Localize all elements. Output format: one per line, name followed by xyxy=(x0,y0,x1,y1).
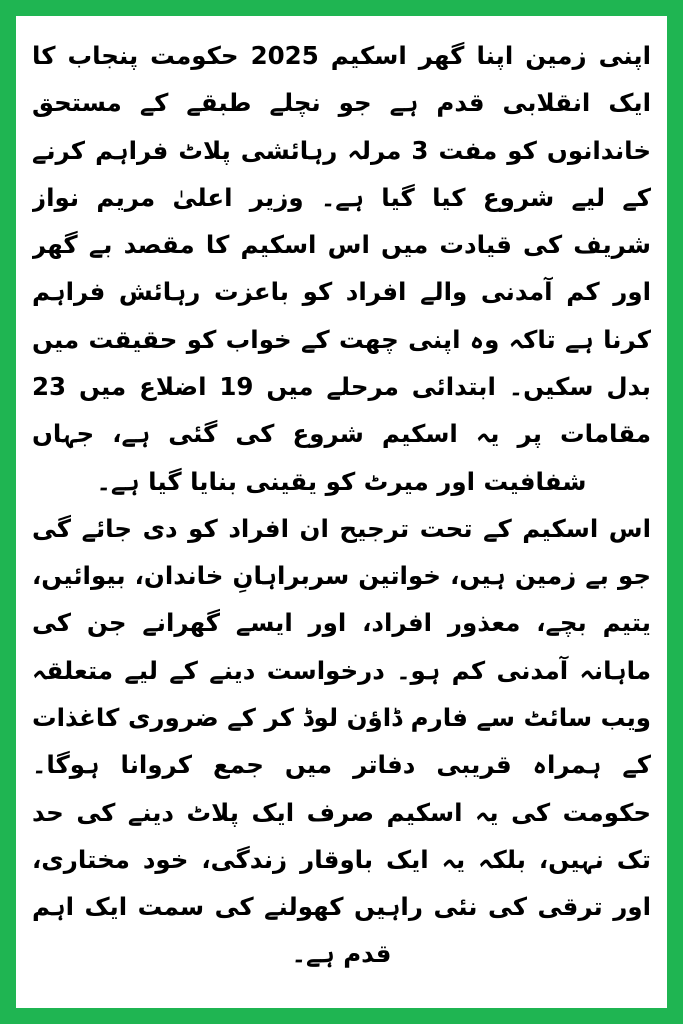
article-paragraph-2: اس اسکیم کے تحت ترجیح ان افراد کو دی جائے گی جو بے زمین ہیں، خواتین سربراہانِ خاندان، بیوائیں، یتیم بچے، معذور افراد، اور ایسے گھرانے جن کی ماہانہ آمدنی کم ہو۔ درخواست دینے کے لیے متعلقہ ویب سائٹ سے فارم ڈاؤن لوڈ کر کے ضروری کاغذات کے ہمراہ قریبی دفاتر میں جمع کروانا ہوگا۔ حکومت کی یہ اسکیم صرف ایک پلاٹ دینے کی حد تک نہیں، بلکہ یہ ایک باوقار زندگی، خود مختاری، اور ترقی کی نئی راہیں کھولنے کی سمت ایک اہم قدم ہے۔ xyxy=(32,513,651,969)
article-paragraph-1: اپنی زمین اپنا گھر اسکیم 2025 حکومت پنجاب کا ایک انقلابی قدم ہے جو نچلے طبقے کے مستحق خاندانوں کو مفت 3 مرلہ رہائشی پلاٹ فراہم کرنے کے لیے شروع کیا گیا ہے۔ وزیر اعلیٰ مریم نواز شریف کی قیادت میں اس اسکیم کا مقصد بے گھر اور کم آمدنی والے افراد کو باعزت رہائش فراہم کرنا ہے تاکہ وہ اپنی چھت کے خواب کو حقیقت میں بدل سکیں۔ ابتدائی مرحلے میں 19 اضلاع میں 23 مقامات پر یہ اسکیم شروع کی گئی ہے، جہاں شفافیت اور میرٹ کو یقینی بنایا گیا ہے۔ xyxy=(32,41,651,496)
article-body xyxy=(32,32,651,992)
